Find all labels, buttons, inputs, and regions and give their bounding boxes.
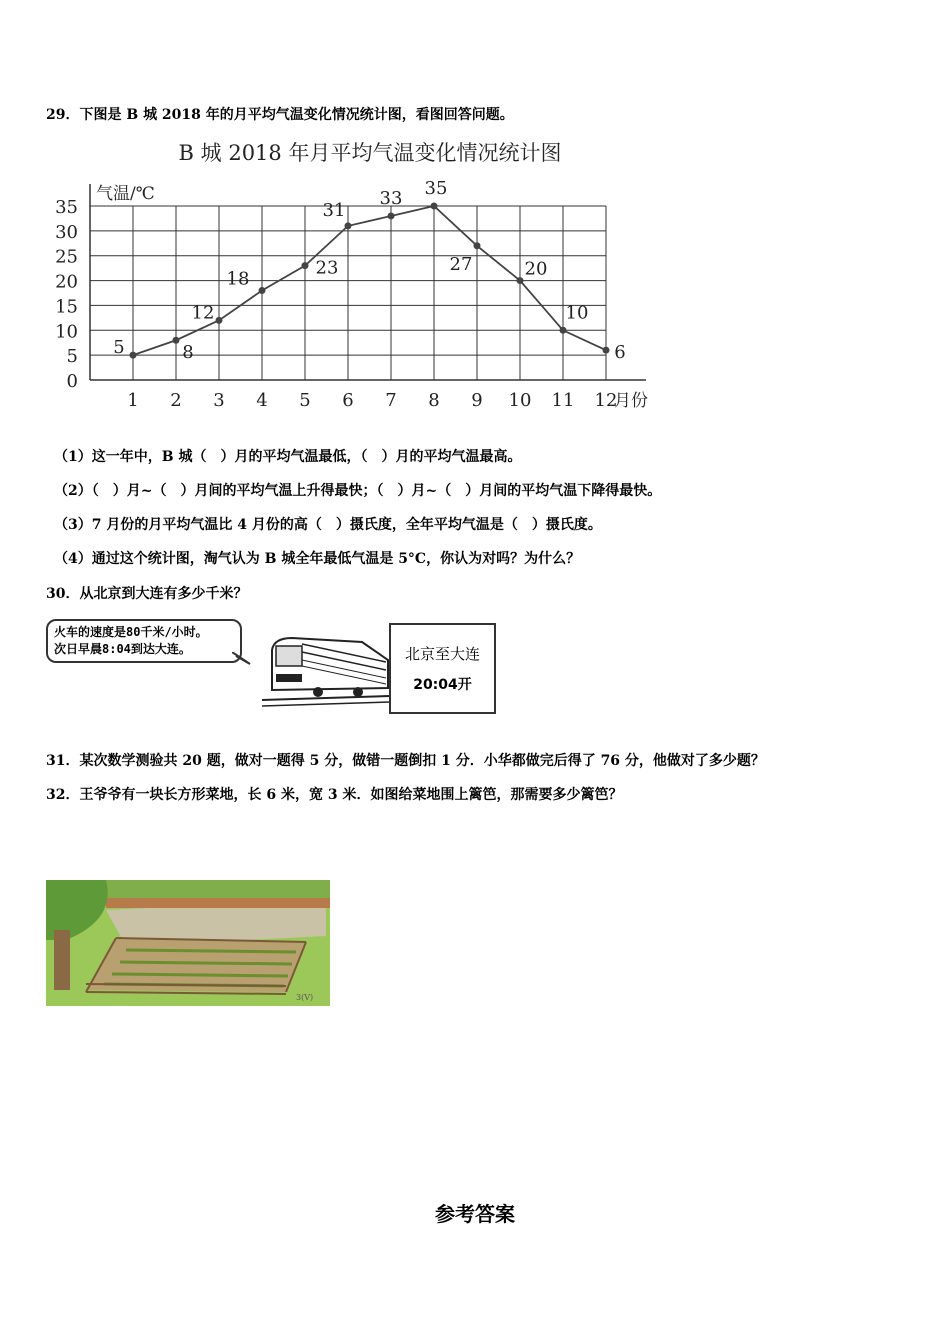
x-tick-label: 1 [127,390,139,411]
y-tick-label: 0 [66,371,78,392]
answer-section-title: 参考答案 [435,1202,515,1226]
x-tick-label: 2 [170,390,182,411]
x-tick-label: 7 [385,390,397,411]
data-point [345,222,352,229]
data-point [474,242,481,249]
x-tick-label: 4 [256,390,268,411]
data-label: 5 [113,337,125,359]
y-tick-label: 10 [55,321,78,343]
train-illustration [262,630,390,710]
q29-part4: （4）通过这个统计图，淘气认为 B 城全年最低气温是 5°C，你认为对吗？为什么？ [54,551,581,567]
x-tick-label: 6 [342,390,354,411]
vegetable-garden-illustration [46,880,330,1006]
data-label: 23 [315,257,339,279]
data-point [173,337,180,344]
x-tick-label: 3 [213,390,225,411]
data-label: 33 [379,187,403,209]
x-tick-label: 9 [471,390,483,411]
q29-part3: （3）7 月份的月平均气温比 4 月份的高（ ）摄氏度，全年平均气温是（ ）摄氏度。 [54,517,602,533]
x-axis-label: 月份 [614,391,648,411]
bubble-line-2: 次日早晨8:04到达大连。 [54,642,191,656]
data-point [216,317,223,324]
q29-part2: （2）（ ）月~（ ）月间的平均气温上升得最快；（ ）月~（ ）月间的平均气温下降得最快。 [54,483,662,499]
question-30: 30．从北京到大连有多少千米？ [46,586,248,602]
svg-text:3(V): 3(V) [296,993,314,1002]
question-29: 29．下图是 B 城 2018 年的月平均气温变化情况统计图，看图回答问题。 [46,107,514,123]
bubble-tail [232,652,252,668]
y-tick-label: 35 [55,197,78,218]
x-tick-label: 12 [594,390,618,411]
x-tick-label: 11 [551,390,575,411]
y-tick-label: 5 [66,346,78,368]
data-label: 6 [614,342,626,364]
data-label: 18 [226,268,250,290]
y-tick-label: 25 [55,246,78,268]
data-point [560,327,567,334]
sign-departure-time: 20:04开 [413,677,472,693]
data-label: 35 [424,178,448,199]
data-label: 8 [182,342,194,364]
data-point [130,352,137,359]
data-point [603,347,610,354]
question-31: 31．某次数学测验共 20 题，做对一题得 5 分，做错一题倒扣 1 分．小华都做完后得了 76 分，他做对了多少题？ [46,753,765,769]
q29-part1: （1）这一年中，B 城（ ）月的平均气温最低，（ ）月的平均气温最高。 [54,449,522,465]
data-point [517,277,524,284]
x-tick-label: 8 [428,390,440,411]
data-label: 27 [449,253,473,275]
y-tick-label: 15 [55,296,78,318]
x-tick-label: 10 [508,390,532,411]
question-32: 32．王爷爷有一块长方形菜地，长 6 米，宽 3 米．如图给菜地围上篱笆，那需要多少篱笆？ [46,787,623,803]
data-point [388,212,395,219]
data-label: 12 [191,302,215,324]
bubble-line-1: 火车的速度是80千米/小时。 [54,625,208,639]
y-tick-label: 30 [55,221,78,243]
temperature-line-chart [40,132,700,412]
sign-route: 北京至大连 [404,645,480,663]
data-label: 20 [524,258,548,280]
data-point [431,203,438,210]
data-point [259,287,266,294]
x-tick-label: 5 [299,390,311,411]
data-point [302,262,309,269]
data-label: 31 [322,199,346,221]
data-label: 10 [565,302,589,324]
speech-bubble [46,619,242,663]
chart-title: B 城 2018 年月平均气温变化情况统计图 [178,141,562,165]
y-tick-label: 20 [55,271,78,293]
y-axis-label: 气温/℃ [96,184,155,204]
destination-sign [389,623,496,714]
